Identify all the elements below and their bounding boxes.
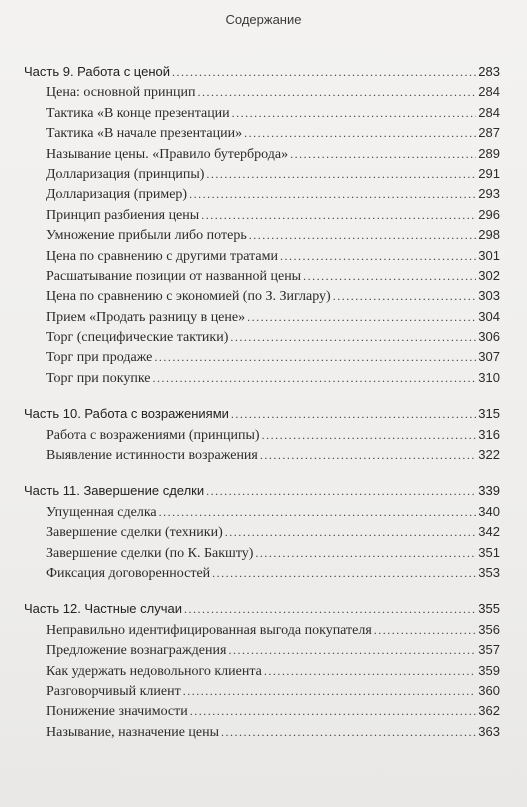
toc-section-part-11 [24,481,500,583]
entry-title: Работа с возражениями (принципы) [46,427,260,443]
page-number: 306 [478,329,500,345]
toc-section-part-10 [24,404,500,465]
dot-leader [228,640,476,660]
dot-leader [189,184,476,204]
page-number: 284 [478,104,500,120]
page-number: 296 [478,206,500,222]
entry-title: Называние, назначение цены [46,724,220,740]
dot-leader [333,286,476,306]
entry-title: Тактика «В начале презентации» [46,126,243,142]
page-number: 342 [478,524,500,540]
page-number: 356 [478,621,500,637]
toc-entry [24,722,500,742]
page-number: 363 [478,723,500,739]
entry-title: Называние цены. «Правило бутерброда» [46,146,289,162]
dot-leader [201,205,476,225]
toc-entry [24,286,500,306]
toc-entry [24,307,500,327]
toc-entry [24,266,500,286]
toc-entry [24,522,500,542]
toc-part-heading [24,481,500,501]
dot-leader [198,82,476,102]
toc-entry [24,368,500,388]
page-number: 353 [478,564,500,580]
page-number: 287 [478,125,500,141]
dot-leader [230,327,476,347]
dot-leader [290,144,476,164]
page-number: 360 [478,682,500,698]
page-number: 351 [478,544,500,560]
table-of-contents [24,62,500,752]
dot-leader [184,599,476,619]
toc-entry [24,205,500,225]
dot-leader [183,681,476,701]
entry-title: Долларизация (принципы) [46,166,205,182]
dot-leader [212,563,476,583]
entry-title: Умножение прибыли либо потерь [46,228,247,244]
entry-title: Принцип разбиения цены [46,207,200,223]
toc-section-part-9 [24,62,500,388]
entry-title: Тактика «В конце презентации [46,105,230,121]
toc-entry [24,123,500,143]
dot-leader [244,123,476,143]
toc-entry [24,225,500,245]
dot-leader [206,164,476,184]
part-title: Часть 11. Завершение сделки [24,483,205,499]
part-title: Часть 10. Работа с возражениями [24,406,229,422]
entry-title: Как удержать недовольного клиента [46,663,262,679]
toc-entry [24,246,500,266]
toc-part-heading [24,599,500,619]
dot-leader [206,481,476,501]
entry-title: Фиксация договоренностей [46,565,211,581]
dot-leader [231,404,476,424]
entry-title: Торг при продаже [46,350,153,366]
toc-entry [24,103,500,123]
dot-leader [374,620,476,640]
page-number: 291 [478,165,500,181]
toc-entry [24,563,500,583]
page-number: 301 [478,247,500,263]
page-number: 304 [478,308,500,324]
toc-entry [24,681,500,701]
toc-entry [24,327,500,347]
page-number: 340 [478,503,500,519]
page-number: 302 [478,267,500,283]
entry-title: Торг (специфические тактики) [46,330,229,346]
toc-entry [24,640,500,660]
page-number: 298 [478,227,500,243]
dot-leader [280,246,476,266]
entry-title: Понижение значимости [46,704,188,720]
page-number: 355 [478,601,500,617]
dot-leader [154,347,476,367]
toc-entry [24,184,500,204]
toc-part-heading [24,62,500,82]
toc-entry [24,502,500,522]
entry-title: Разговорчивый клиент [46,683,181,699]
entry-title: Завершение сделки (по К. Бакшту) [46,545,254,561]
toc-part-heading [24,404,500,424]
entry-title: Цена: основной принцип [46,85,196,101]
page-number: 316 [478,426,500,442]
toc-entry [24,661,500,681]
toc-section-part-12 [24,599,500,742]
page-number: 362 [478,703,500,719]
entry-title: Неправильно идентифицированная выгода покупателя [46,622,372,638]
entry-title: Упущенная сделка [46,504,157,520]
dot-leader [232,103,476,123]
entry-title: Торг при покупке [46,370,151,386]
page-number: 322 [478,447,500,463]
dot-leader [225,522,476,542]
dot-leader [159,502,476,522]
entry-title: Завершение сделки (техники) [46,525,223,541]
dot-leader [190,701,476,721]
page-number: 359 [478,662,500,678]
toc-entry [24,445,500,465]
dot-leader [255,543,476,563]
entry-title: Предложение вознаграждения [46,643,227,659]
toc-entry [24,425,500,445]
dot-leader [152,368,476,388]
page-number: 293 [478,186,500,202]
toc-entry [24,144,500,164]
entry-title: Долларизация (пример) [46,187,188,203]
dot-leader [264,661,476,681]
page-number: 289 [478,145,500,161]
toc-entry [24,164,500,184]
page-number: 339 [478,483,500,499]
toc-entry [24,620,500,640]
page-number: 310 [478,369,500,385]
entry-title: Расшатывание позиции от названной цены [46,268,302,284]
dot-leader [303,266,476,286]
entry-title: Прием «Продать разницу в цене» [46,309,246,325]
page-number: 284 [478,84,500,100]
dot-leader [221,722,476,742]
dot-leader [247,307,476,327]
entry-title: Цена по сравнению с другими тратами [46,248,278,264]
dot-leader [262,425,476,445]
entry-title: Цена по сравнению с экономией (по З. Зиглару) [46,289,331,305]
part-title: Часть 9. Работа с ценой [24,64,171,79]
page-number: 283 [478,64,500,79]
dot-leader [172,62,476,82]
part-title: Часть 12. Частные случаи [24,601,182,617]
page-number: 303 [478,288,500,304]
toc-entry [24,347,500,367]
toc-entry [24,82,500,102]
toc-entry [24,543,500,563]
page-number: 315 [478,406,500,422]
entry-title: Выявление истинности возражения [46,448,258,464]
page-number: 307 [478,349,500,365]
dot-leader [260,445,476,465]
running-title: Содержание [225,12,302,27]
dot-leader [249,225,476,245]
toc-entry [24,701,500,721]
page-number: 357 [478,642,500,658]
